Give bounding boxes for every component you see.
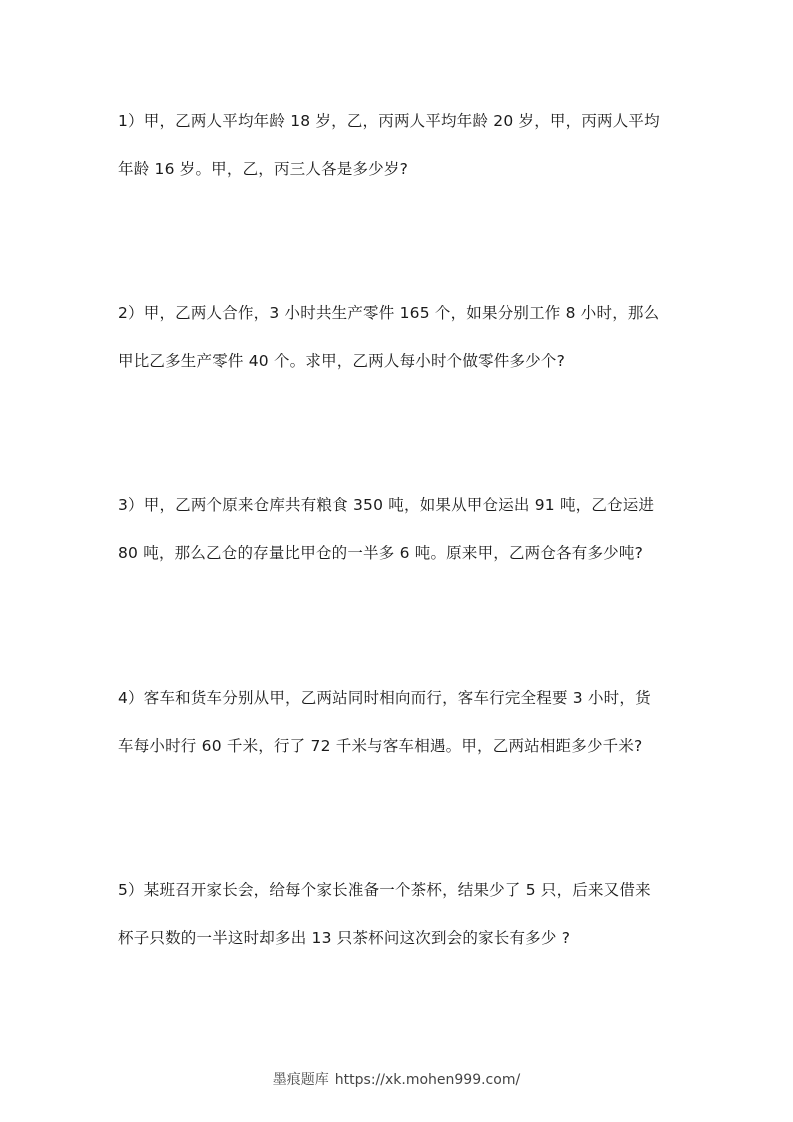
footer-url-link[interactable]: https://xk.mohen999.com/ <box>334 1072 521 1088</box>
problem-4-line-1: 4）客车和货车分别从甲，乙两站同时相向而行，客车行完全程要 3 小时，货 <box>118 689 651 707</box>
problem-5-line-1: 5）某班召开家长会，给每个家长准备一个茶杯，结果少了 5 只，后来又借来 <box>118 881 651 899</box>
problem-2-line-2: 甲比乙多生产零件 40 个。求甲，乙两人每小时个做零件多少个? <box>118 352 566 370</box>
problem-3-line-2: 80 吨，那么乙仓的存量比甲仓的一半多 6 吨。原来甲，乙两仓各有多少吨? <box>118 544 643 562</box>
footer-site-name: 墨痕题库 <box>272 1072 329 1088</box>
problem-4-line-2: 车每小时行 60 千米，行了 72 千米与客车相遇。甲，乙两站相距多少千米? <box>118 737 643 755</box>
page-footer <box>0 1070 793 1090</box>
problem-5-line-2: 杯子只数的一半这时却多出 13 只茶杯问这次到会的家长有多少 ? <box>118 929 571 947</box>
problem-3-line-1: 3）甲，乙两个原来仓库共有粮食 350 吨，如果从甲仓运出 91 吨，乙仓运进 <box>118 496 655 514</box>
problem-1-line-1: 1）甲，乙两人平均年龄 18 岁，乙，丙两人平均年龄 20 岁，甲，丙两人平均 <box>118 112 660 130</box>
problem-1-line-2: 年龄 16 岁。甲，乙，丙三人各是多少岁? <box>118 160 409 178</box>
problem-2-line-1: 2）甲，乙两人合作，3 小时共生产零件 165 个，如果分别工作 8 小时，那么 <box>118 304 660 322</box>
